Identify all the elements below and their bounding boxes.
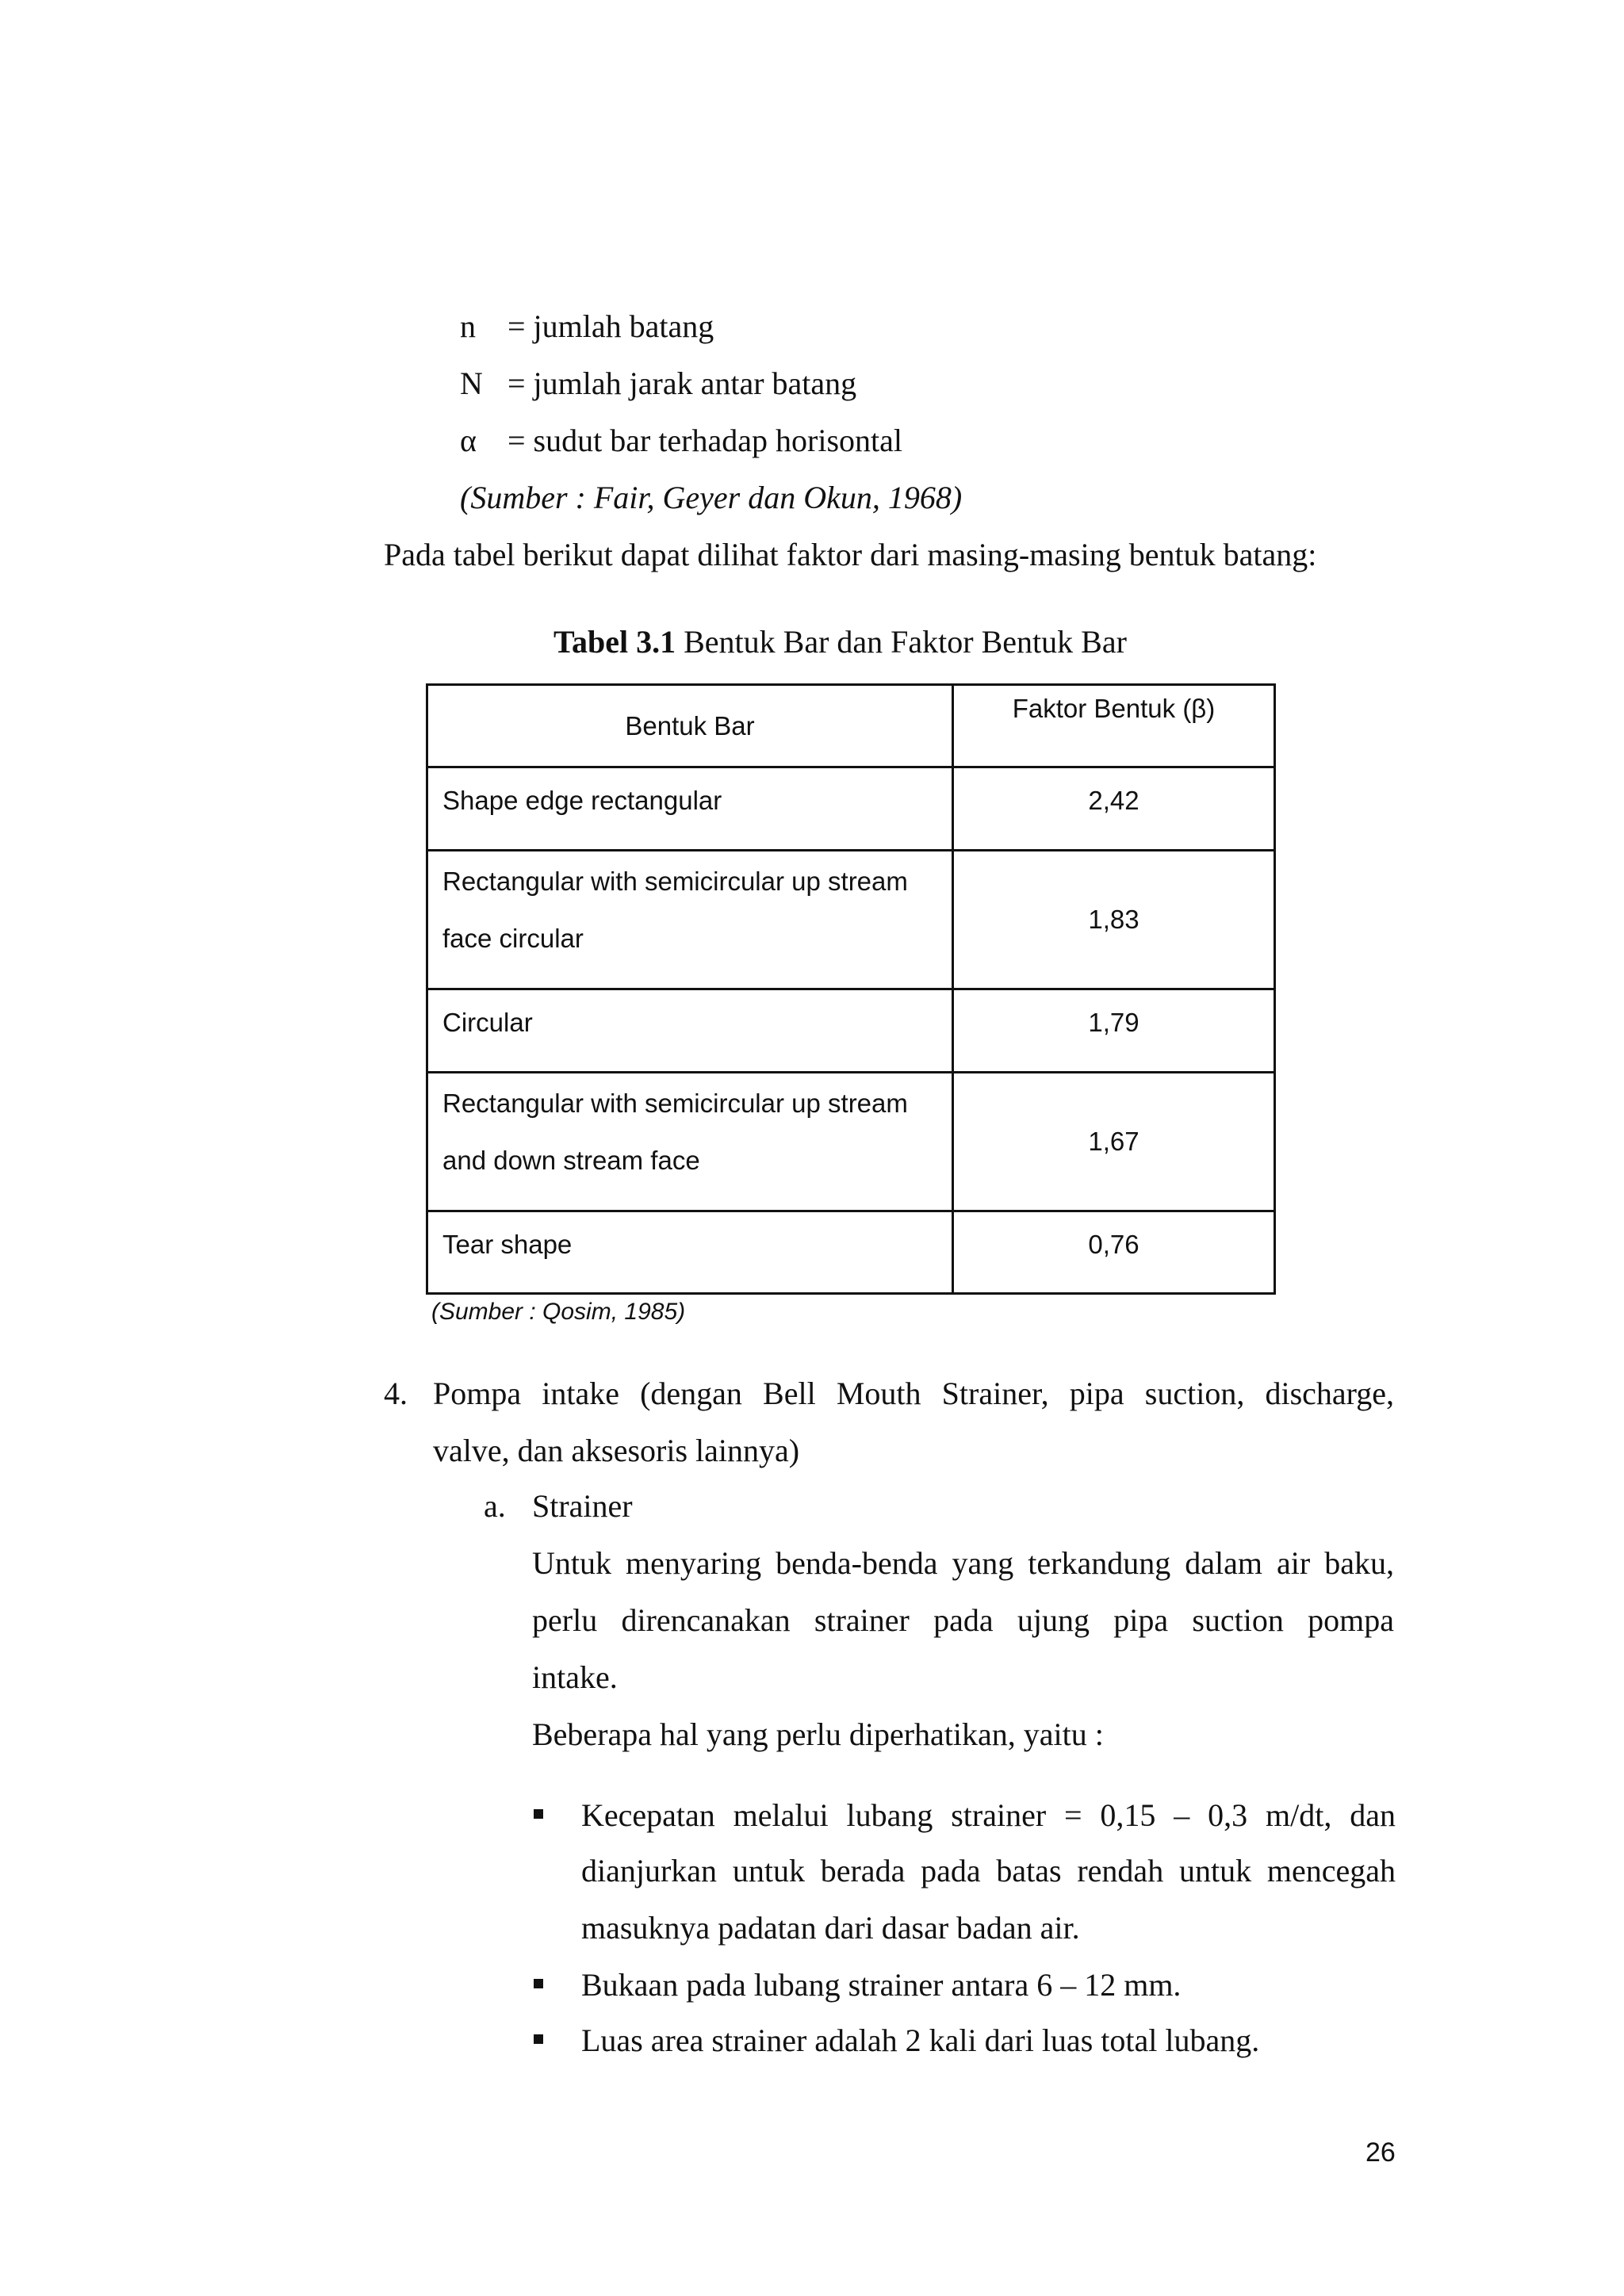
intro-paragraph: Pada tabel berikut dapat dilihat faktor dari masing-masing bentuk batang: [384, 537, 1317, 572]
sub-letter: a. [484, 1488, 506, 1524]
item4-line: Pompa intake (dengan Bell Mouth Strainer, pipa suction, discharge, [433, 1376, 1394, 1411]
list-number: 4. [384, 1376, 408, 1411]
bullet-line: Luas area strainer adalah 2 kali dari luas total lubang. [581, 2022, 1260, 2058]
bullet-line: Kecepatan melalui lubang strainer = 0,15 – 0,3 m/dt, dan [581, 1797, 1396, 1833]
table-caption-text: Bentuk Bar dan Faktor Bentuk Bar [676, 624, 1127, 660]
sub-title: Strainer [532, 1488, 633, 1524]
bar-shape-table [426, 683, 1276, 1295]
shape-cell: Tear shape [427, 1211, 953, 1294]
strainer-paragraph-line: perlu direncanakan strainer pada ujung pipa suction pompa [532, 1602, 1394, 1638]
factor-cell: 2,42 [953, 767, 1275, 851]
source-citation: (Sumber : Fair, Geyer dan Okun, 1968) [460, 480, 963, 515]
shape-cell [427, 1073, 953, 1211]
table-row [427, 851, 1275, 989]
table-header-row [427, 685, 1275, 767]
table-row [427, 1211, 1275, 1294]
factor-cell: 1,67 [953, 1073, 1275, 1211]
strainer-note: Beberapa hal yang perlu diperhatikan, yaitu : [532, 1716, 1104, 1752]
bullet-line: dianjurkan untuk berada pada batas rendah untuk mencegah [581, 1853, 1396, 1888]
shape-cell [427, 851, 953, 989]
shape-line: Rectangular with semicircular up stream [442, 1089, 908, 1118]
factor-cell: 1,79 [953, 989, 1275, 1073]
def-text: = sudut bar terhadap horisontal [508, 423, 902, 458]
table-caption-label: Tabel 3.1 [553, 624, 676, 660]
bullet-line: masuknya padatan dari dasar badan air. [581, 1910, 1080, 1946]
shape-line: Rectangular with semicircular up stream [442, 867, 908, 896]
shape-cell: Shape edge rectangular [427, 767, 953, 851]
shape-cell: Circular [427, 989, 953, 1073]
bullet-icon [534, 1979, 543, 1988]
table-row [427, 989, 1275, 1073]
item4-line: valve, dan aksesoris lainnya) [433, 1433, 800, 1468]
def-text: = jumlah jarak antar batang [508, 365, 857, 401]
page-number: 26 [1365, 2137, 1396, 2168]
table-caption [553, 623, 1127, 660]
column-header-factor: Faktor Bentuk (β) [953, 685, 1275, 767]
column-header-shape: Bentuk Bar [427, 685, 953, 767]
strainer-paragraph-line: Untuk menyaring benda-benda yang terkandung dalam air baku, [532, 1545, 1394, 1581]
bullet-line: Bukaan pada lubang strainer antara 6 – 12 mm. [581, 1967, 1182, 2003]
def-symbol: n [460, 308, 476, 344]
factor-cell: 1,83 [953, 851, 1275, 989]
table-row [427, 1073, 1275, 1211]
def-symbol: N [460, 365, 483, 401]
shape-line: and down stream face [442, 1146, 700, 1175]
def-text: = jumlah batang [508, 308, 714, 344]
def-symbol: α [460, 423, 477, 458]
strainer-paragraph-line: intake. [532, 1659, 618, 1695]
shape-line: face circular [442, 924, 584, 953]
table-row [427, 767, 1275, 851]
bullet-icon [534, 1809, 543, 1819]
table-source: (Sumber : Qosim, 1985) [431, 1299, 686, 1325]
bullet-icon [534, 2034, 543, 2044]
factor-cell: 0,76 [953, 1211, 1275, 1294]
